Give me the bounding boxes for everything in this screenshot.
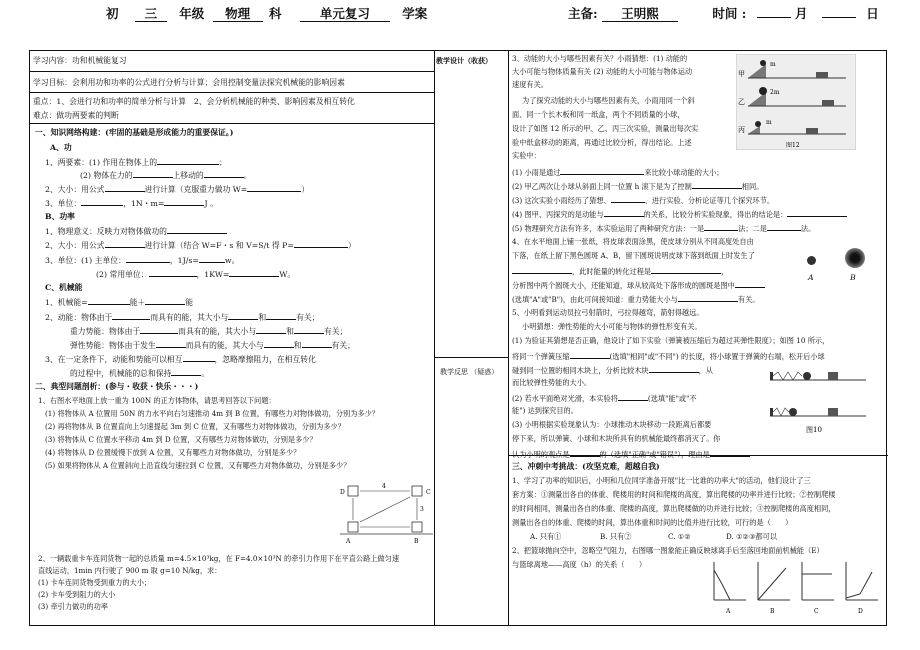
spot-b-label: B: [850, 273, 856, 282]
header-text: 年级: [179, 6, 205, 21]
box-c: [412, 486, 422, 496]
subsection-heading: C、机械能: [45, 283, 83, 292]
row-divider: [30, 92, 434, 93]
fig12-label-bing: 丙: [738, 126, 745, 134]
force-diagram: [338, 478, 438, 548]
row-divider: [434, 357, 508, 358]
option-b: B. 只有②: [600, 532, 632, 541]
challenge-1: 1、学习了功率的知识后，小明和几位同学准备开展"比一比谁的功率大"的活动，他们设计了三: [512, 476, 811, 485]
power-item-2: 2、大小：用公式 进行计算（结合 W=F・s 和 V=S/t 得 P= ）: [45, 241, 356, 250]
graph-a: [714, 562, 746, 615]
q5-line: 而比较弹性势能的大小。: [512, 378, 592, 387]
challenge-1: 套方案：①测量出各自的体重、爬楼用的时间和爬楼的高度，算出爬楼的功率并进行比较；②控制爬楼: [512, 490, 836, 499]
fig12-caption: 图12: [786, 142, 800, 149]
month-label: 月: [795, 6, 808, 21]
power-item-3b: (2) 常用单位： ，1KW= W。: [96, 270, 296, 279]
q4-line: 4、在水平地面上铺一张纸，将皮球表面涂黑，使皮球分别从不同高度处自由: [512, 237, 754, 246]
prep-label: 主备:: [568, 6, 598, 21]
worksheet-header: [106, 4, 427, 24]
spot-a: [807, 256, 816, 265]
header-text: 学案: [402, 6, 428, 21]
q5-line: (3) 小明根据实验现象认为：小球推动木块移动一段距离后都要: [512, 420, 712, 429]
q5-line: 停下来，所以弹簧、小球和木块所具有的机械能最终都消灭了。你: [512, 434, 721, 443]
figure-12: [736, 54, 856, 150]
graph-d-label: D: [858, 608, 863, 615]
label-distance: 4: [382, 483, 386, 490]
problem-1: 1、右图水平地面上放一重为 100N 的正方体物体，请思考回答以下问题：: [38, 396, 276, 405]
q3-line: 面、同一个长木板和同一纸盒，两个不同质量的小球，: [512, 110, 685, 119]
fig12-mass: m: [766, 119, 772, 126]
challenge-2: 2、把篮球抛向空中，忽略空气阻力，右图哪一图象能正确反映球离手后至落回地面前机械能（E）: [512, 546, 824, 555]
q3-sub3: (3) 这次实验小雨经历了猜想、 、进行实验、分析论证等几个探究环节。: [512, 196, 775, 205]
challenge-1: 测量出各自的体重、爬楼的时间，算出体重和时间的比值并进行比较，可行的是（ ）: [512, 518, 793, 527]
q3-line: 为了探究动能的大小与哪些因素有关，小雨用同一个斜: [522, 96, 695, 105]
graph-a-label: A: [726, 608, 731, 615]
option-a: A. 只有①: [530, 532, 562, 541]
graph-b-label: B: [770, 608, 775, 615]
q5-line: 5、小明看到运动员拉弓射箭时，弓拉得越弯，箭射得越远。: [512, 308, 704, 317]
box-d: [348, 486, 358, 496]
energy-item-3: 3、在一定条件下，动能和势能可以相互 ，忽略摩擦阻力，在相互转化: [45, 355, 316, 364]
label-b: B: [414, 538, 419, 545]
spot-b: [845, 248, 865, 268]
power-item-3: 3、单位：(1) 主单位： ，1J/s= w。: [45, 256, 240, 265]
graph-c: [802, 562, 834, 615]
energy-item-2b: 重力势能：物体由于 而具有的能，其大小与 和 有关；: [70, 327, 348, 336]
challenge-2: 与篮球离地——高度（h）的关系（ ）: [512, 560, 647, 569]
energy-item-2c: 弹性势能：物体由于发生 而具有的能，其大小与 和 有关；: [70, 341, 355, 350]
problem-2-q1: (1) 卡车连同货物受到重力的大小；: [38, 578, 152, 587]
work-item-1: 1、两要素：(1) 作用在物体上的 ；: [45, 158, 227, 167]
challenge-1: 的时间相同，测量出各自的体重、爬楼的高度，算出爬楼做的功并进行比较；③控制爬楼的高度相同，: [512, 504, 836, 513]
header-text: 科: [268, 6, 282, 21]
q3-line: 设计了如图 12 所示的甲、乙、丙三次实验，测量出每次实: [512, 124, 699, 133]
graph-d: [846, 562, 878, 615]
fig12-label-jia: 甲: [738, 70, 745, 78]
box-b: [412, 522, 422, 532]
work-item-2: 2、大小：用公式 进行计算（克服重力做功 W= ）: [45, 185, 310, 194]
problem-1-q2: (2) 再将物体从 B 位置直向上匀速提起 3m 到 C 位置，又有哪些力对物体做功，分别为多少？: [45, 422, 345, 431]
day-blank: [822, 17, 856, 18]
time-label: 时间 :: [712, 6, 747, 21]
unit-value: 单元复习: [300, 7, 390, 22]
row-divider: [30, 123, 434, 124]
label-c: C: [426, 489, 431, 496]
key-points: 重点：1、会进行功和功率的简单分析与计算 2、会分析机械能的种类、影响因素及相互转化: [33, 97, 355, 106]
figure-10: [768, 366, 868, 438]
graph-c-label: C: [814, 608, 819, 615]
learning-goal: 学习目标：会利用功和功率的公式进行分析与计算；会用控制变量法探究机械能的影响因素: [33, 78, 345, 87]
fig12-label-yi: 乙: [738, 98, 745, 106]
problem-1-q1: (1) 将物体从 A 位置用 50N 的力水平向右匀速推动 4m 到 B 位置，有哪些力对物体做功，分别为多少？: [45, 409, 379, 418]
q3-line: 验中纸盒移动的距离，再通过比较分析，得出结论。上述: [512, 138, 692, 147]
option-d: D. ①②③都可以: [726, 532, 777, 541]
subsection-heading: B、功率: [45, 212, 75, 221]
problem-1-q4: (4) 将物体从 D 位置缓慢下放到 A 位置，又有哪些力对物体做功，分别是多少？: [45, 448, 301, 457]
q5-line: 小明猜想：弹性势能的大小可能与物体的弹性形变有关。: [522, 322, 702, 331]
section-heading: 一、知识网络构建：(牢固的基础是形成能力的重要保证。): [35, 128, 234, 137]
problem-2-q2: (2) 卡车受到阻力的大小: [38, 590, 116, 599]
energy-item-2: 2、动能：物体由于 而具有的能，其大小与 和 有关；: [45, 313, 320, 322]
author-name: 王明熙: [602, 7, 678, 22]
reflect-heading: 教学反思 （疑惑）: [440, 368, 499, 376]
q3-line: 速度有关。: [512, 80, 548, 89]
label-height: 3: [420, 506, 424, 513]
q3-sub1: (1) 小雨是通过 来比较小球动能的大小；: [512, 168, 724, 177]
q5-line: 认为小明的观点是 的（选填"正确"或"错误"），理由是: [512, 448, 750, 460]
section-heading: 三、冲刺中考挑战：(攻坚克难，超越自我): [512, 462, 660, 471]
energy-item-3b: 的过程中，机械能的总和保持 。: [70, 369, 210, 378]
label-d: D: [340, 489, 345, 496]
q5-line: 能") 达到探究目的。: [512, 406, 578, 415]
arrow-ac: [360, 497, 410, 522]
q4-line: 分析图中两个圆斑大小，还能知道，球从较高处下落形成的圆斑是图中: [512, 279, 765, 291]
work-item-3: 3、单位： ，1N・m= J 。: [45, 199, 218, 208]
column-divider: [508, 51, 509, 625]
subsection-heading: A、功: [50, 143, 72, 152]
problem-1-q3: (3) 将物体从 C 位置水平移动 4m 到 D 位置，又有哪些力对物体做功，分别是多少？: [45, 435, 317, 444]
fig12-mass: m: [770, 61, 776, 68]
box-a: [348, 522, 358, 532]
q5-line: (1) 为验证其猜想是否正确，他设计了如下实验（弹簧被压缩后为超过其弹性限度）；如图 10 所示，: [512, 336, 830, 345]
problem-2: 2、一辆载重卡车连同货物一起的总质量 m=4.5×10³kg，在 F=4.0×10³N 的牵引力作用下在平直公路上做匀速: [38, 554, 400, 563]
q3-line: 实验中：: [512, 151, 541, 160]
q3-sub5: (5) 物理研究方法有许多，本实验运用了两种研究方法：一是 法；二是 法。: [512, 224, 816, 233]
label-a: A: [346, 538, 351, 545]
q5-line: 碰到同一位置的相同木块上，分析比较木块 ，从: [512, 366, 713, 375]
q5-line: (2) 若水平面绝对光滑，本实验将 (选填"能"或"不: [512, 394, 697, 403]
problem-2-q3: (3) 牵引力做功的功率: [38, 602, 108, 611]
q5-line: 将同一个弹簧压缩 (选填"相同"或"不同") 的长度，将小球置于弹簧的右端，松开后小球: [512, 352, 825, 361]
spot-a-label: A: [808, 273, 814, 282]
q3-line: 大小可能与物体质量有关 (2) 动能的大小可能与物体运动: [512, 67, 693, 76]
header-text: 初: [106, 6, 119, 21]
q3-line: 3、动能的大小与哪些因素有关？小雨猜想：(1) 动能的: [512, 54, 688, 63]
fig12-mass: 2m: [770, 89, 780, 96]
section-heading: 二、典型问题剖析：(参与・收获・快乐・・・): [35, 382, 199, 391]
energy-item-1: 1、机械能= 能＋ 能: [45, 298, 194, 307]
design-heading: 教学设计（收获）: [436, 56, 492, 65]
q4-line: (选填"A"或"B")，由此可间接知道：重力势能大小与 有关。: [512, 295, 760, 304]
q4-line: ，此时能量的转化过程是 ，: [512, 265, 728, 277]
learning-content: 学习内容：功和机械能复习: [33, 56, 127, 65]
problem-1-q5: (5) 如果将物体从 A 位置斜向上沿直线匀速拉到 C 位置，又有哪些力对物体做功，分别是多少？: [45, 461, 351, 470]
subject-value: 物理: [213, 7, 263, 22]
month-blank: [757, 17, 791, 18]
energy-height-graphs: [706, 558, 884, 620]
q4-line: 下落，在纸上留下黑色圆斑 A、B，留下圆斑说明皮球下落到纸面上时发生了: [512, 251, 755, 260]
work-item-1b: (2) 物体在力的 上移动的 。: [80, 171, 252, 180]
q3-sub2: (2) 甲乙两次让小球从斜面上同一位置 h 滚下是为了控制 相同。: [512, 182, 764, 191]
q3-sub4: (4) 图甲、丙探究的是动能与 的关系，比较分析实验现象，得出的结论是：: [512, 208, 847, 220]
fig10-caption: 图10: [806, 426, 822, 434]
power-item-1: 1、物理意义：反映力对物体做功的: [45, 225, 227, 237]
row-divider: [30, 71, 434, 72]
day-label: 日: [866, 6, 879, 21]
graph-b: [758, 562, 790, 615]
grade-value: 三: [135, 7, 167, 22]
difficulty: 难点：做功两要素的判断: [33, 111, 119, 120]
option-c: C. ①②: [668, 532, 691, 541]
prep-info: [568, 4, 879, 24]
problem-2b: 直线运动，1min 内行驶了 900 m 取 g=10 N/kg，求：: [38, 566, 222, 575]
